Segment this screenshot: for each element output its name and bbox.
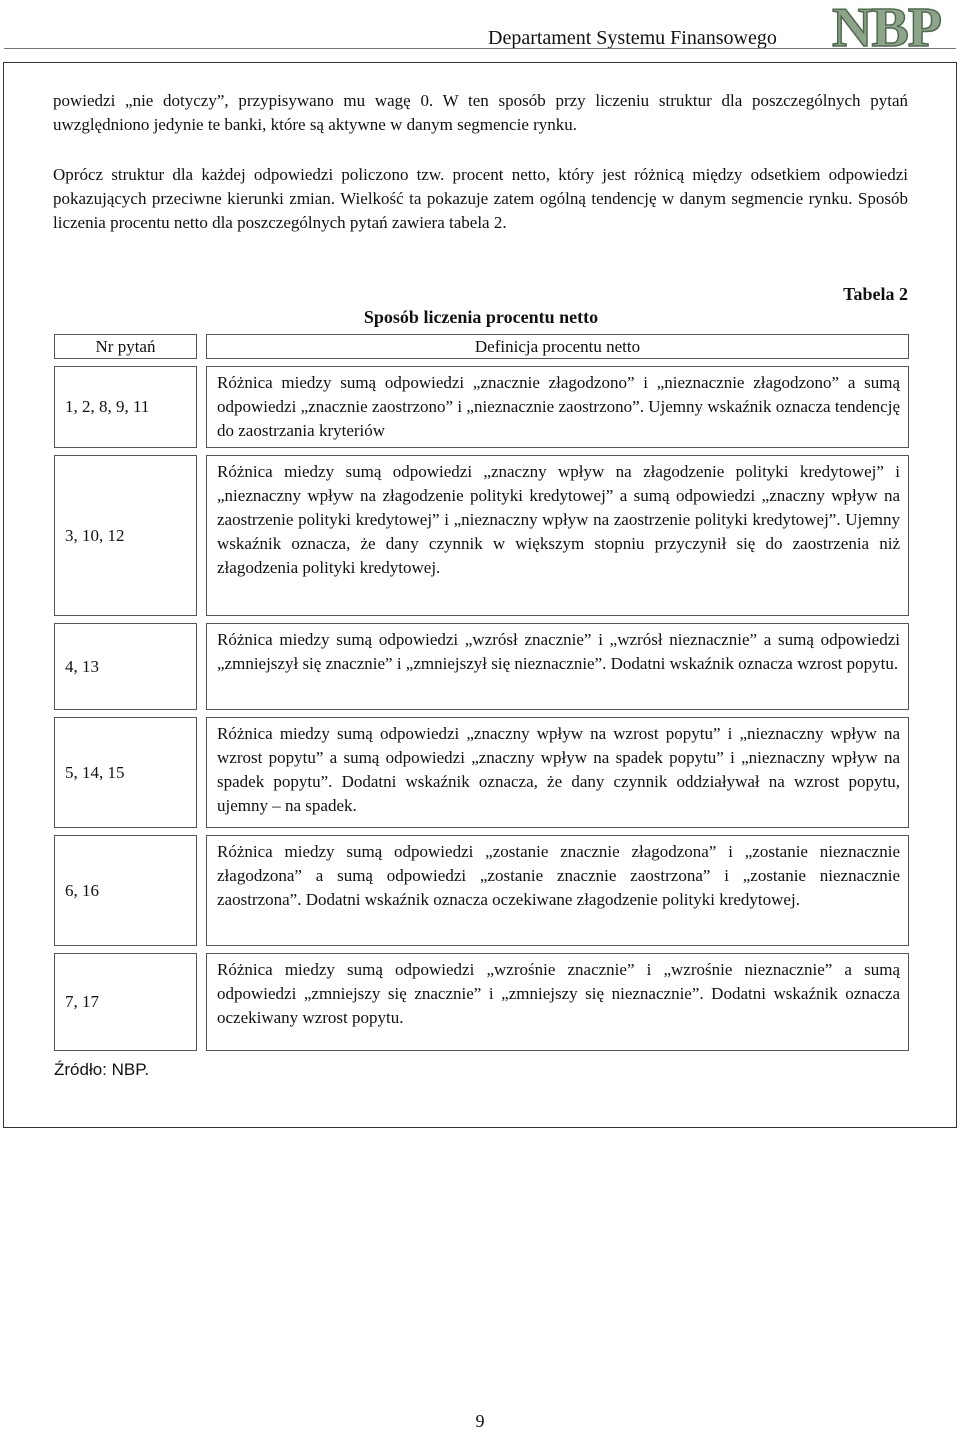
row-definition: Różnica miedzy sumą odpowiedzi „wzrośnie znacznie” i „wzrośnie nieznacznie” a sumą odpowiedzi „zmniejszy się znacznie” i „zmniejszy się nieznacznie”. Dodatni wskaźnik oznacza oczekiwany wzrost popytu. xyxy=(206,953,909,1051)
header-rule xyxy=(4,48,956,49)
row-number: 1, 2, 8, 9, 11 xyxy=(54,366,197,448)
paragraph-1: powiedzi „nie dotyczy”, przypisywano mu wagę 0. W ten sposób przy liczeniu struktur dla poszczególnych pytań uwzględniono jedynie te banki, które są aktywne w danym segmencie rynku. xyxy=(53,91,908,134)
row-number: 4, 13 xyxy=(54,623,197,710)
header-title: Departament Systemu Finansowego xyxy=(488,27,777,49)
row-number: 7, 17 xyxy=(54,953,197,1051)
column-header-number: Nr pytań xyxy=(54,334,197,359)
row-definition: Różnica miedzy sumą odpowiedzi „znaczny wpływ na wzrost popytu” i „nieznaczny wpływ na wzrost popytu” a sumą odpowiedzi „znaczny wpływ na spadek popytu” i „nieznaczny wpływ na spadek popytu”. Dodatni wskaźnik oznacza, że dany czynnik oddziaływał na wzrost popytu, ujemny – na spadek. xyxy=(206,717,909,828)
row-definition: Różnica miedzy sumą odpowiedzi „znaczny wpływ na złagodzenie polityki kredytowej” i „nieznaczny wpływ na złagodzenie polityki kredytowej” a sumą odpowiedzi „znaczny wpływ na zaostrzenie polityki kredytowej” i „nieznaczny wpływ na zaostrzenie polityki kredytowej”. Ujemny wskaźnik oznacza, że dany czynnik w większym stopniu przyczynił się do zaostrzenia niż złagodzenia polityki kredytowej. xyxy=(206,455,909,616)
table-label: Tabela 2 xyxy=(843,284,908,304)
page-number: 9 xyxy=(475,1411,485,1431)
row-definition: Różnica miedzy sumą odpowiedzi „wzrósł znacznie” i „wzrósł nieznacznie” a sumą odpowiedzi „zmniejszył się znacznie” i „zmniejszył się nieznacznie”. Dodatni wskaźnik oznacza wzrost popytu. xyxy=(206,623,909,710)
table-source: Źródło: NBP. xyxy=(54,1060,150,1079)
table-title: Sposób liczenia procentu netto xyxy=(363,307,599,327)
nbp-logo: NBP xyxy=(832,0,941,59)
row-number: 5, 14, 15 xyxy=(54,717,197,828)
row-number: 3, 10, 12 xyxy=(54,455,197,616)
row-definition: Różnica miedzy sumą odpowiedzi „znacznie złagodzono” i „nieznacznie złagodzono” a sumą odpowiedzi „znacznie zaostrzono” i „nieznacznie zaostrzono”. Ujemny wskaźnik oznacza tendencję do zaostrzania kryteriów xyxy=(206,366,909,448)
row-number: 6, 16 xyxy=(54,835,197,946)
row-definition: Różnica miedzy sumą odpowiedzi „zostanie znacznie złagodzona” i „zostanie nieznacznie złagodzona” a sumą odpowiedzi „zostanie znacznie zaostrzona” i „zostanie nieznacznie zaostrzona”. Dodatni wskaźnik oznacza oczekiwane złagodzenie polityki kredytowej. xyxy=(206,835,909,946)
column-header-definition: Definicja procentu netto xyxy=(206,334,909,359)
paragraph-2: Oprócz struktur dla każdej odpowiedzi policzono tzw. procent netto, który jest różnicą między odsetkiem odpowiedzi pokazujących przeciwne kierunki zmian. Wielkość ta pokazuje zatem ogólną tendencję w danym segmencie rynku. Sposób liczenia procentu netto dla poszczególnych pytań zawiera tabela 2. xyxy=(53,165,908,232)
